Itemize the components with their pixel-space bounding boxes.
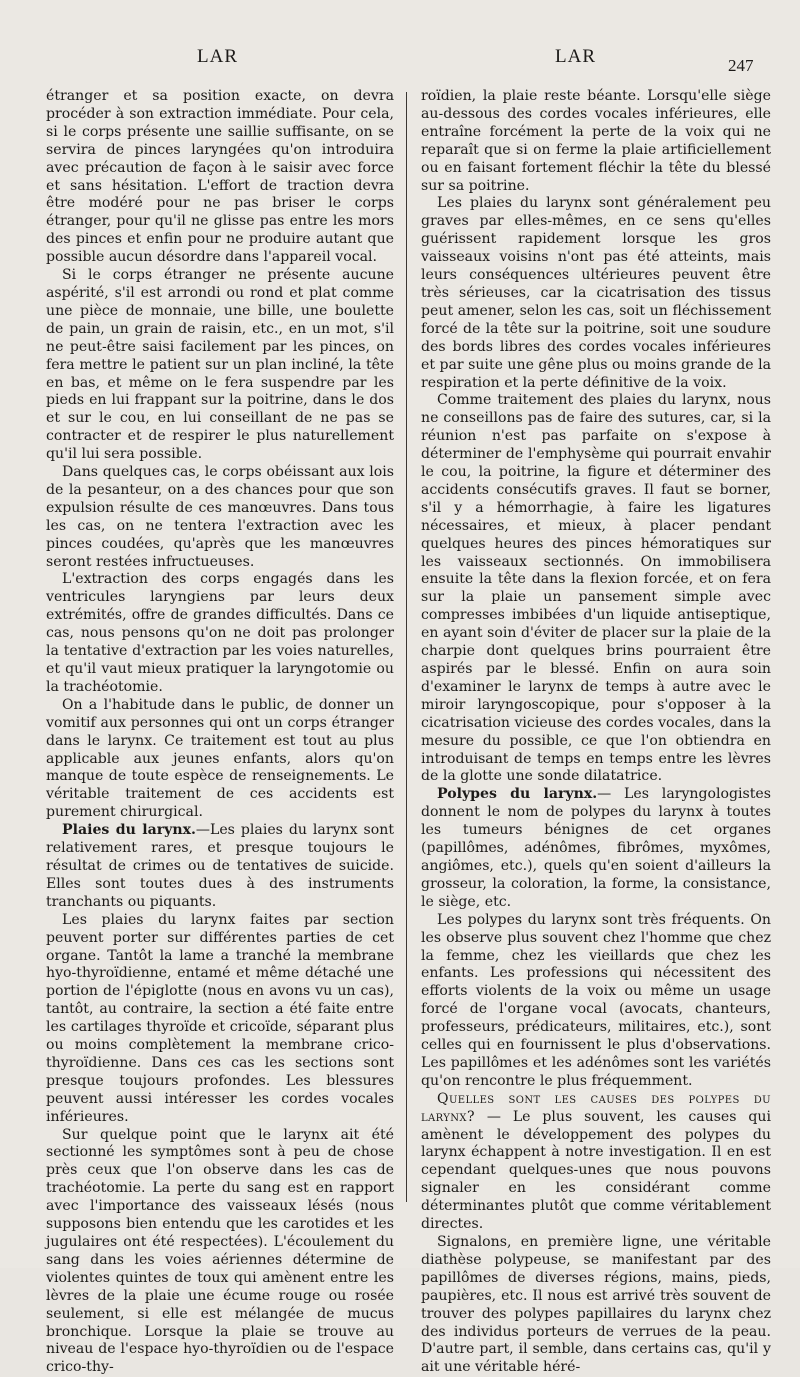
right-column [421, 88, 772, 1376]
paragraph: Les polypes du larynx sont très fréquents. On les observe plus souvent chez l'homme que chez la femme, chez les vieillards que chez les enfants. Les professions qui nécessitent des efforts violents de la voix ou même un usage forcé de l'organe vocal (avocats, chanteurs, professeurs, prédicateurs, militaires, etc.), sont celles qui en fournissent le plus d'observations. Les papillômes et les adénômes sont les variétés qu'on rencontre le plus fréquemment. [421, 911, 771, 1089]
paragraph: roïdien, la plaie reste béante. Lorsqu'elle siège au-dessous des cordes vocales inférieures, elle entraîne forcément la perte de la voix qui ne reparaît que si on ferme la plaie artificiellement ou en faisant fortement fléchir la tête du blessé sur sa poitrine. [421, 88, 771, 194]
section-text: — Le plus souvent, les causes qui amènent le développement des polypes du larynx échappent à notre investigation. Il en est cependant quelques-unes que nous pouvons signaler en les considérant comme déterminantes plutôt que comme véritablement directes. [421, 1108, 772, 1233]
left-running-head: LAR [197, 46, 238, 67]
section-text: — Les laryngologistes donnent le nom de polypes du larynx à toutes les tumeurs bénignes de cet organes (papillômes, adénômes, fibrômes, myxômes, angiômes, etc.), quels qu'en soient d'ailleurs la grosseur, la coloration, la forme, la consistance, le siège, etc. [421, 786, 771, 910]
paragraph: On a l'habitude dans le public, de donner un vomitif aux personnes qui ont un corps étranger dans le larynx. Ce traitement est tout au plus applicable aux jeunes enfants, alors qu'on manque de toute espèce de renseignements. Le véritable traitement de ces accidents est purement chirurgical. [46, 696, 394, 821]
section-heading: Plaies du larynx. [62, 822, 196, 839]
paragraph: Dans quelques cas, le corps obéissant aux lois de la pesanteur, on a des chances pour que son expulsion résulte de ces manœuvres. Dans tous les cas, on ne tentera l'extraction avec les pinces coudées, qu'après que les manœuvres seront restées infructueuses. [46, 464, 394, 570]
left-column [46, 88, 394, 1376]
paragraph: étranger et sa position exacte, on devra procéder à son extraction immédiate. Pour cela, si le corps présente une saillie suffisante, on se servira de pinces laryngées qu'on introduira avec précaution de façon à le saisir avec force et sans hésitation. L'effort de traction devra être modéré pour ne pas briser le corps étranger, pour qu'il ne glisse pas entre les mors des pinces et enfin pour ne produire autant que possible aucun désordre dans l'appareil vocal. [46, 88, 394, 266]
paragraph: Les plaies du larynx faites par section peuvent porter sur différentes parties de cet organe. Tantôt la lame a tranché la membrane hyo-thyroïdienne, entamé et même détaché une portion de l'épiglotte (nous en avons vu un cas), tantôt, au contraire, la section a été faite entre les cartilages thyroïde et cricoïde, séparant plus ou moins complètement la membrane crico-thyroïdienne. Dans ces cas les sections sont presque toujours profondes. Les blessures peuvent aussi intéresser les cordes vocales inférieures. [46, 911, 394, 1125]
paragraph: Sur quelque point que le larynx ait été sectionné les symptômes sont à peu de chose près ceux que l'on observe dans les cas de trachéotomie. La perte du sang est en rapport avec l'importance des vaisseaux lésés (nous supposons bien entendu que les carotides et les jugulaires ont été respectées). L'écoulement du sang dans les voies aériennes détermine de violentes quintes de toux qui amènent entre les lèvres de la plaie une écume rouge ou rosée seulement, si elle est mélangée de mucus bronchique. Lorsque la plaie se trouve au niveau de l'espace hyo-thyroïdien ou de l'espace crico-thy- [46, 1126, 394, 1376]
section-heading: Polypes du larynx. [437, 786, 598, 803]
paragraph: Signalons, en première ligne, une véritable diathèse polypeuse, se manifestant par des papillômes de diverses régions, mains, pieds, paupières, etc. Il nous est arrivé très souvent de trouver des polypes papillaires du larynx chez des individus porteurs de verrues de la peau. D'autre part, il semble, dans certains cas, qu'il y ait une véritable héré- [421, 1234, 771, 1376]
page-number: 247 [728, 56, 754, 75]
paragraph: L'extraction des corps engagés dans les ventricules laryngiens par leurs deux extrémités, offre de grandes difficultés. Dans ce cas, nous pensons qu'on ne doit pas prolonger la tentative d'extraction par les voies naturelles, et qu'il vaut mieux pratiquer la laryngotomie ou la trachéotomie. [46, 571, 394, 695]
column-divider [406, 92, 407, 1202]
section-text: —Les plaies du larynx sont relativement rares, et presque toujours le résultat de crimes ou de tentatives de suicide. Elles sont toutes dues à des instruments tranchants ou piquants. [46, 822, 394, 910]
right-running-head: LAR [555, 46, 596, 67]
paragraph: Comme traitement des plaies du larynx, nous ne conseillons pas de faire des sutures, car, si la réunion n'est pas parfaite on s'expose à déterminer de l'emphysème qui pourrait envahir le cou, la poitrine, la figure et déterminer des accidents consécutifs graves. Il faut se borner, s'il y a hémorrhagie, à faire les ligatures nécessaires, et mieux, à placer pendant quelques heures des pinces hémoratiques sur les vaisseaux sectionnés. On immobilisera ensuite la tête dans la flexion forcée, et on fera sur la plaie un pansement simple avec compresses imbibées d'un liquide antiseptique, en ayant soin d'éviter de placer sur la plaie de la charpie dont quelques brins pourraient être aspirés par le blessé. Enfin on aura soin d'examiner le larynx de temps à autre avec le miroir laryngoscopique, pour s'opposer à la cicatrisation vicieuse des cordes vocales, dans la mesure du possible, ce que l'on obtiendra en introduisant de temps en temps entre les lèvres de la glotte une sonde dilatatrice. [421, 392, 771, 785]
paragraph: Si le corps étranger ne présente aucune aspérité, s'il est arrondi ou rond et plat comme une pièce de monnaie, une bille, une boulette de pain, un grain de raisin, etc., en un mot, s'il ne peut-être saisi facilement par les pinces, on fera mettre le patient sur un plan incliné, la tête en bas, et même on le fera suspendre par les pieds en lui frappant sur la poitrine, dans le dos et sur le cou, en lui conseillant de ne pas se contracter et de respirer le plus naturellement qu'il lui sera possible. [46, 267, 394, 463]
section-paragraph [421, 1091, 771, 1234]
section-paragraph [46, 822, 394, 912]
section-paragraph [421, 786, 771, 911]
section-heading: Quelles sont les causes des polypes du larynx? [421, 1090, 771, 1125]
paragraph: Les plaies du larynx sont généralement peu graves par elles-mêmes, en ce sens qu'elles guérissent rapidement lorsque les gros vaisseaux voisins n'ont pas été atteints, mais leurs conséquences ultérieures peuvent être très sérieuses, car la cicatrisation des tissus peut amener, selon les cas, soit un fléchissement forcé de la tête sur la poitrine, soit une soudure des bords libres des cordes vocales inférieures et par suite une gêne plus ou moins grande de la respiration et la perte définitive de la voix. [421, 195, 772, 391]
